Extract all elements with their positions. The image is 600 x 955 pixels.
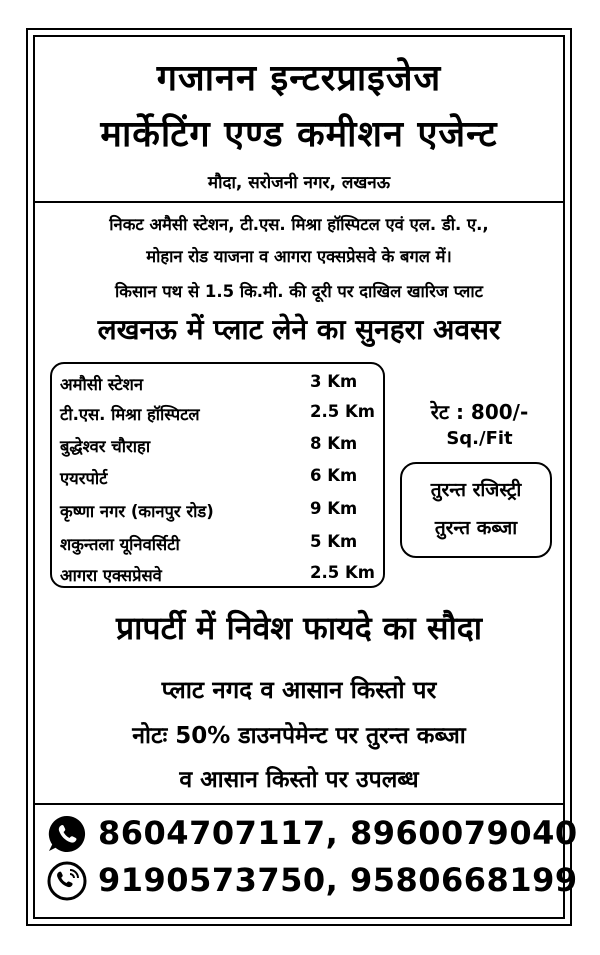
phone-icon (46, 860, 88, 902)
distance-km: 5 Km (310, 532, 358, 551)
payment-line: प्लाट नगद व आसान किस्तो पर (161, 676, 437, 704)
distance-place: टी.एस. मिश्रा हॉस्पिटल (60, 405, 200, 424)
headline: लखनऊ में प्लाट लेने का सुनहरा अवसर (97, 313, 501, 346)
whatsapp-numbers[interactable]: 8604707117, 8960079040 (98, 814, 578, 852)
distance-km: 3 Km (310, 372, 358, 391)
distance-km: 6 Km (310, 466, 358, 485)
location-line-2: मोहान रोड याजना व आगरा एक्सप्रेसवे के बगल में। (146, 247, 452, 266)
rate-unit: Sq./Fit (446, 428, 513, 449)
distance-place: बुद्धेश्वर चौराहा (60, 437, 151, 456)
distance-row (60, 372, 380, 402)
distance-km: 2.5 Km (310, 402, 375, 421)
distance-row (60, 499, 380, 529)
phone-numbers[interactable]: 9190573750, 9580668199 (98, 861, 578, 899)
distance-km: 2.5 Km (310, 563, 375, 582)
note-line-2: व आसान किस्तो पर उपलब्ध (179, 767, 419, 793)
distance-row (60, 434, 380, 464)
investment-headline: प्रापर्टी में निवेश फायदे का सौदा (115, 609, 483, 647)
distance-km: 9 Km (310, 499, 358, 518)
registry-line-2: तुरन्त कब्जा (434, 517, 518, 539)
distance-place: शकुन्तला यूनिवर्सिटी (60, 535, 180, 554)
distance-place: कृष्णा नगर (कानपुर रोड) (60, 502, 214, 521)
rate-label: रेट : 800/- (430, 400, 529, 424)
divider (35, 803, 563, 805)
company-address: मौदा, सरोजनी नगर, लखनऊ (207, 173, 391, 193)
distance-place: अमौसी स्टेशन (60, 375, 144, 394)
location-line-1: निकट अमैसी स्टेशन, टी.एस. मिश्रा हॉस्पिटल एवं एल. डी. ए., (109, 215, 489, 234)
phone-contact (46, 860, 578, 904)
distance-row (60, 563, 380, 593)
whatsapp-contact (46, 813, 578, 857)
distance-place: आगरा एक्सप्रेसवे (60, 566, 162, 585)
distance-row (60, 532, 380, 562)
distance-row (60, 466, 380, 496)
whatsapp-icon (46, 813, 88, 855)
distance-km: 8 Km (310, 434, 358, 453)
note-line-1: नोटः 50% डाउनपेमेन्ट पर तुरन्त कब्जा (132, 723, 466, 749)
divider (35, 201, 563, 203)
company-subtitle: मार्केटिंग एण्ड कमीशन एजेन्ट (100, 114, 498, 155)
distance-row (60, 402, 380, 432)
location-line-3: किसान पथ से 1.5 कि.मी. की दूरी पर दाखिल खारिज प्लाट (115, 282, 483, 301)
registry-line-1: तुरन्त रजिस्ट्री (430, 479, 522, 501)
company-name: गजानन इन्टरप्राइजेज (156, 58, 442, 99)
distance-place: एयरपोर्ट (60, 469, 108, 488)
